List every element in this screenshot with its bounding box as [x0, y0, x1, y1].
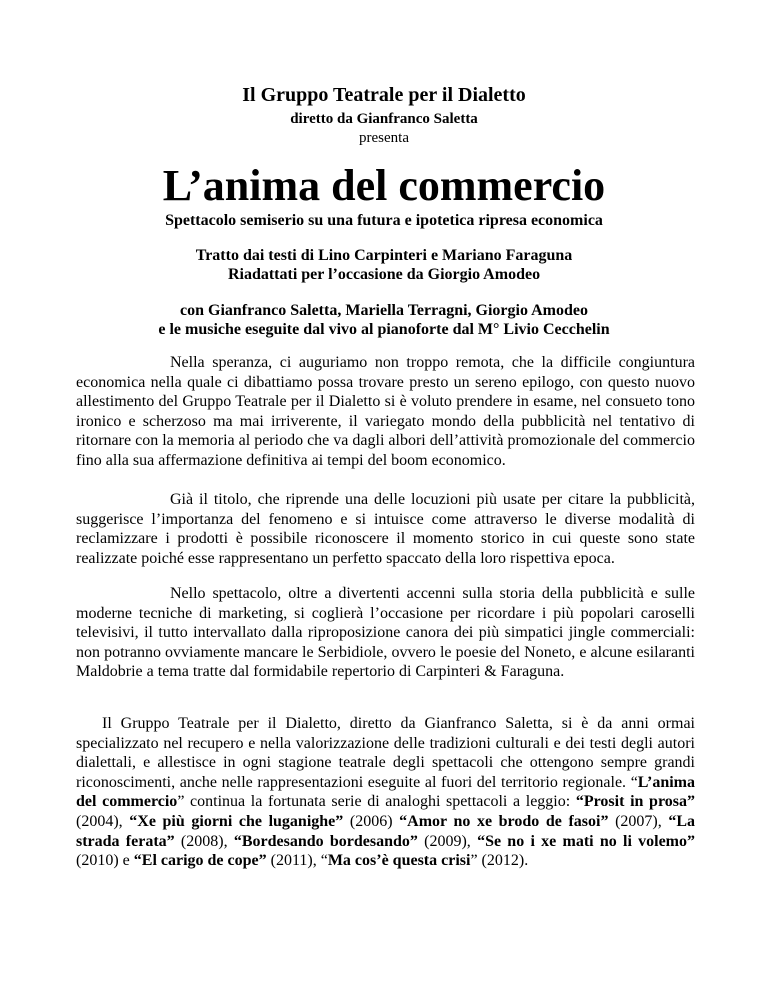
show-title: L’anima del commercio: [162, 161, 606, 210]
cast-line-2: e le musiche eseguite dal vivo al pianoforte dal M° Livio Cecchelin: [158, 321, 610, 338]
director-line: diretto da Gianfranco Saletta: [290, 111, 478, 127]
credits-line-2: Riadattati per l’occasione da Giorgio Amodeo: [227, 266, 541, 283]
show-title-item: “Prosit in prosa”: [575, 793, 695, 811]
bio-intro: Il Gruppo Teatrale per il Dialetto, diretto da Gianfranco Saletta, si è da anni ormai specializzato nel recupero e nella valorizzazione delle tradizioni culturali e dei testi degli autori dialettali, e allestisce in ogni stagione teatrale degli spettacoli che ottengono sempre grandi riconoscimenti, anche nelle rappresentazioni eseguite al fuori del territorio regionale. “: [76, 715, 695, 791]
paragraph-2: [76, 490, 695, 568]
show-title-item: Ma cos’è questa crisi: [327, 852, 471, 870]
show-title-item: “El carigo de cope”: [133, 852, 267, 870]
cast-line-1: con Gianfranco Saletta, Mariella Terragni, Giorgio Amodeo: [180, 302, 588, 319]
paragraph-text: Nella speranza, ci auguriamo non troppo remota, che la difficile congiuntura economica nella quale ci dibattiamo possa trovare presto un sereno epilogo, con questo nuovo allestimento del Gruppo Teatrale per il Dialetto si è voluto prendere in esame, nel consueto tono ironico e scherzoso ma mai irriverente, il variegato mondo della pubblicità nel tentativo di ritornare con la memoria al periodo che va dagli albori dell’attività promozionale del commercio fino alla sua affermazione definitiva ai tempi del boom economico.: [76, 354, 695, 469]
paragraph-text: Nello spettacolo, oltre a divertenti accenni sulla storia della pubblicità e sulle moderne tecniche di marketing, si coglierà l’occasione per ricordare i più popolari caroselli televisivi, il tutto intervallato dalla riproposizione canora dei più simpatici jingle commerciali: non potranno ovviamente mancare le Serbidiole, ovvero le poesie del Noneto, e alcune esilaranti Maldobrie a tema tratte dal formidabile repertorio di Carpinteri & Faraguna.: [76, 585, 695, 681]
paragraph-3: [76, 584, 695, 682]
show-year: (2011), “: [266, 852, 328, 870]
show-year: (2004),: [76, 812, 130, 830]
presents-line: presenta: [359, 130, 409, 146]
show-title-item: “La strada ferata”: [76, 812, 696, 850]
show-title-item: “Xe più giorni che luganighe”: [129, 812, 344, 830]
show-year: (2006): [343, 812, 400, 830]
show-title-item: “Amor no xe brodo de fasoi”: [399, 812, 609, 830]
bio-continues: ” continua la fortunata serie di analoghi spettacoli a leggio:: [177, 793, 576, 811]
show-year: (2007),: [608, 812, 669, 830]
show-title-item: “Se no i xe mati no li volemo”: [477, 832, 696, 850]
show-year: ” (2012).: [470, 852, 529, 870]
show-year: (2010) e: [76, 852, 134, 870]
show-title-item: “Bordesando bordesando”: [233, 832, 418, 850]
group-bio: [76, 714, 695, 871]
bio-current-show: L’anima del commercio: [76, 773, 695, 811]
group-name: Il Gruppo Teatrale per il Dialetto: [242, 84, 526, 106]
paragraph-text: Già il titolo, che riprende una delle locuzioni più usate per citare la pubblicità, suggerisce l’importanza del fenomeno e si intuisce come attraverso le diverse modalità di reclamizzare i prodotti è possibile riconoscere il momento storico in cui queste sono state realizzate poiché esse rappresentano un perfetto spaccato della loro rispettiva epoca.: [76, 491, 695, 567]
show-year: (2008),: [174, 832, 234, 850]
show-subtitle: Spettacolo semiserio su una futura e ipotetica ripresa economica: [165, 212, 603, 229]
show-year: (2009),: [417, 832, 478, 850]
credits-line-1: Tratto dai testi di Lino Carpinteri e Mariano Faraguna: [195, 247, 573, 264]
paragraph-1: [76, 353, 695, 471]
